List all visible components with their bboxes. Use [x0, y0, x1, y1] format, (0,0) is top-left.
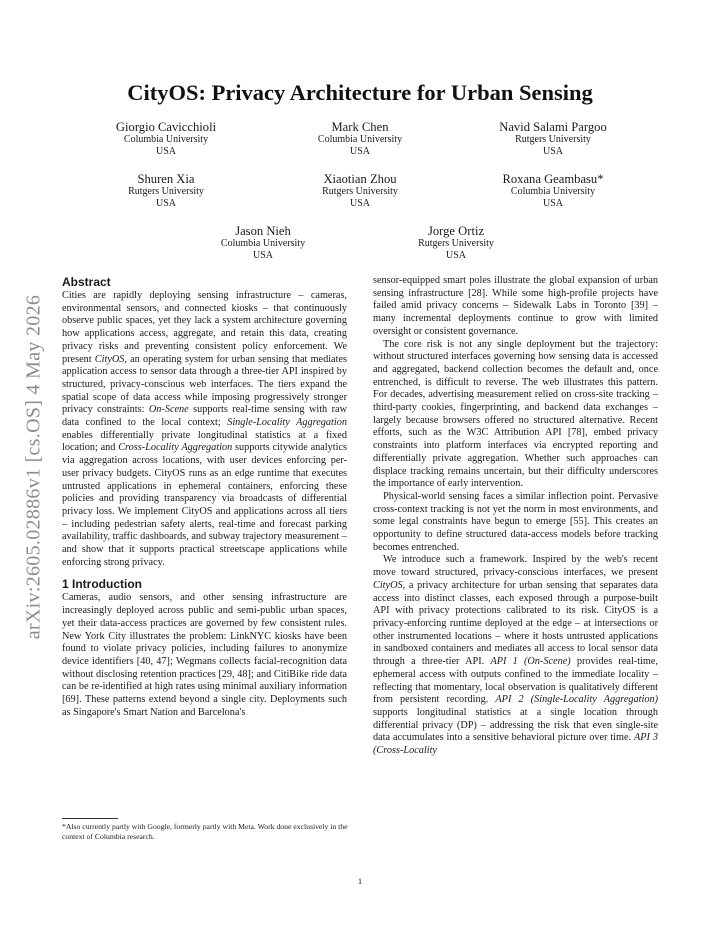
- author-country: USA: [349, 198, 370, 210]
- author-country: USA: [252, 250, 273, 262]
- intro-paragraph: Cameras, audio sensors, and other sensing infrastructure are increasingly deployed across public and semi-public urban spaces, yet their data-access practices are governed by few consistent rules. New York City illustrates the problem: LinkNYC kiosks have been found to violate privacy policies, including failures to anonymize device identifiers [40, 47]; Wegmans collects facial-recognition data without disclosing retention practices [29, 48]; and CitiBike ride data can be re-identified at high rates using minimal auxiliary information [69]. These patterns extend beyond a single city. Deployments such as Singapore's Smart Nation and Barcelona's: [62, 592, 347, 718]
- author-affiliation: Columbia University: [510, 186, 596, 198]
- footnote: [62, 818, 352, 842]
- author-affiliation: Rutgers University: [322, 186, 398, 198]
- author-name: Giorgio Cavicchioli: [115, 120, 217, 134]
- body-paragraph: The core risk is not any single deployment but the trajectory: without structured interfaces governing how sensing data is accessed and aggregated, backend collection becomes the default and, once entrenched, is difficult to reverse. The web illustrates this pattern. For decades, advertising measurement relied on cross-site tracking – third-party cookies, fingerprinting, and backend data exchanges – largely because browsers offered no structured alternative. Recent efforts, such as the W3C Attribution API [78], embed privacy constraints into platform interfaces via encrypted reporting and differentially private aggregation. Whether such approaches can displace tracking remains uncertain, but their difficulty underscores the importance of early intervention.: [373, 338, 658, 490]
- right-column: [373, 275, 658, 758]
- body-paragraph: sensor-equipped smart poles illustrate the global expansion of urban sensing infrastructure [28]. While some high-profile projects have failed amid privacy concerns – Sidewalk Labs in Toronto [39] – many incremental deployments continue to grow with limited oversight or consistent governance.: [373, 275, 658, 337]
- page-number: 1: [357, 876, 363, 886]
- arxiv-side-stamp: [14, 262, 54, 672]
- author-block: [453, 173, 653, 210]
- body-paragraph: We introduce such a framework. Inspired by the web's recent move toward structured, privacy-conscious interfaces, we present CityOS, a privacy architecture for urban sensing that separates data access into distinct classes, each exposed through a purpose-built API with privacy protections calibrated to its risk. CityOS is a privacy-enforcing runtime deployed at the edge – at intersections or other instrumented locations – where it hosts untrusted applications in sandboxed containers and mediates all access to local sensor data through a three-tier API. API 1 (On-Scene) provides real-time, ephemeral access with outputs confined to the immediate locality – reflecting that momentary, local observation is qualitatively different from persistent recording. API 2 (Single-Locality Aggregation) supports longitudinal statistics at a single location through differential privacy (DP) – addressing the risk that even single-site data accumulates into a sensitive behavioral picture over time. API 3 (Cross-Locality: [373, 554, 658, 757]
- author-block: [356, 225, 556, 262]
- author-country: USA: [445, 250, 466, 262]
- author-affiliation: Columbia University: [220, 238, 306, 250]
- author-name: Jason Nieh: [235, 224, 291, 238]
- author-name: Mark Chen: [331, 120, 389, 134]
- author-country: USA: [155, 198, 176, 210]
- author-name: Shuren Xia: [137, 172, 195, 186]
- footnote-rule: [62, 818, 118, 819]
- author-block: [163, 225, 363, 262]
- author-name: Jorge Ortiz: [427, 224, 485, 238]
- author-country: USA: [349, 146, 370, 158]
- author-country: USA: [542, 146, 563, 158]
- author-name: Roxana Geambasu*: [502, 172, 604, 186]
- footnote-text: *Also currently partly with Google, formerly partly with Meta. Work done exclusively in the context of Columbia research.: [62, 822, 348, 841]
- author-affiliation: Columbia University: [317, 134, 403, 146]
- author-affiliation: Rutgers University: [418, 238, 494, 250]
- author-block: [66, 173, 266, 210]
- section-heading-introduction: 1 Introduction: [62, 577, 142, 592]
- left-column: [62, 275, 347, 720]
- arxiv-identifier: arXiv:2605.02886v1 [cs.OS] 4 May 2026: [22, 294, 45, 640]
- author-affiliation: Rutgers University: [515, 134, 591, 146]
- author-country: USA: [155, 146, 176, 158]
- author-name: Navid Salami Pargoo: [499, 120, 607, 134]
- author-country: USA: [542, 198, 563, 210]
- body-paragraph: Physical-world sensing faces a similar inflection point. Pervasive cross-context tracking is not yet the norm in most environments, and some legal constraints have begun to emerge [55]. This creates an opportunity to define structured data-access models before tracking becomes entrenched.: [373, 490, 658, 553]
- abstract-heading: Abstract: [62, 275, 111, 289]
- paper-title: CityOS: Privacy Architecture for Urban Sensing: [127, 80, 593, 105]
- author-block: [66, 121, 266, 158]
- author-affiliation: Columbia University: [123, 134, 209, 146]
- author-block: [260, 121, 460, 158]
- author-block: [260, 173, 460, 210]
- author-affiliation: Rutgers University: [128, 186, 204, 198]
- author-name: Xiaotian Zhou: [323, 172, 397, 186]
- abstract-paragraph: Cities are rapidly deploying sensing infrastructure – cameras, environmental sensors, and connected kiosks – that continuously observe public spaces, yet they lack a system architecture governing how applications access, aggregate, and retain this data, creating privacy risks and preventing consistent policy enforcement. We present CityOS, an operating system for urban sensing that mediates application access to sensor data through a three-tier API inspired by structured, privacy-conscious web interfaces. The tiers expand the spatial scope of data access while imposing progressively stronger privacy constraints: On-Scene supports real-time sensing with raw data confined to the local context; Single-Locality Aggregation enables differentially private longitudinal statistics at a fixed location; and Cross-Locality Aggregation supports citywide analytics via aggregation across locations, with user devices enforcing per-user privacy budgets. CityOS runs as an edge runtime that executes untrusted applications in ephemeral containers, enforcing these policies and providing transparency via broadcasts of differential privacy loss. We implement CityOS and applications across all tiers – including pedestrian safety alerts, real-time and forecast parking availability, traffic dashboards, and subway trajectory measurement – and show that it supports practical streetscape applications while enforcing strong privacy.: [62, 290, 348, 568]
- author-block: [453, 121, 653, 158]
